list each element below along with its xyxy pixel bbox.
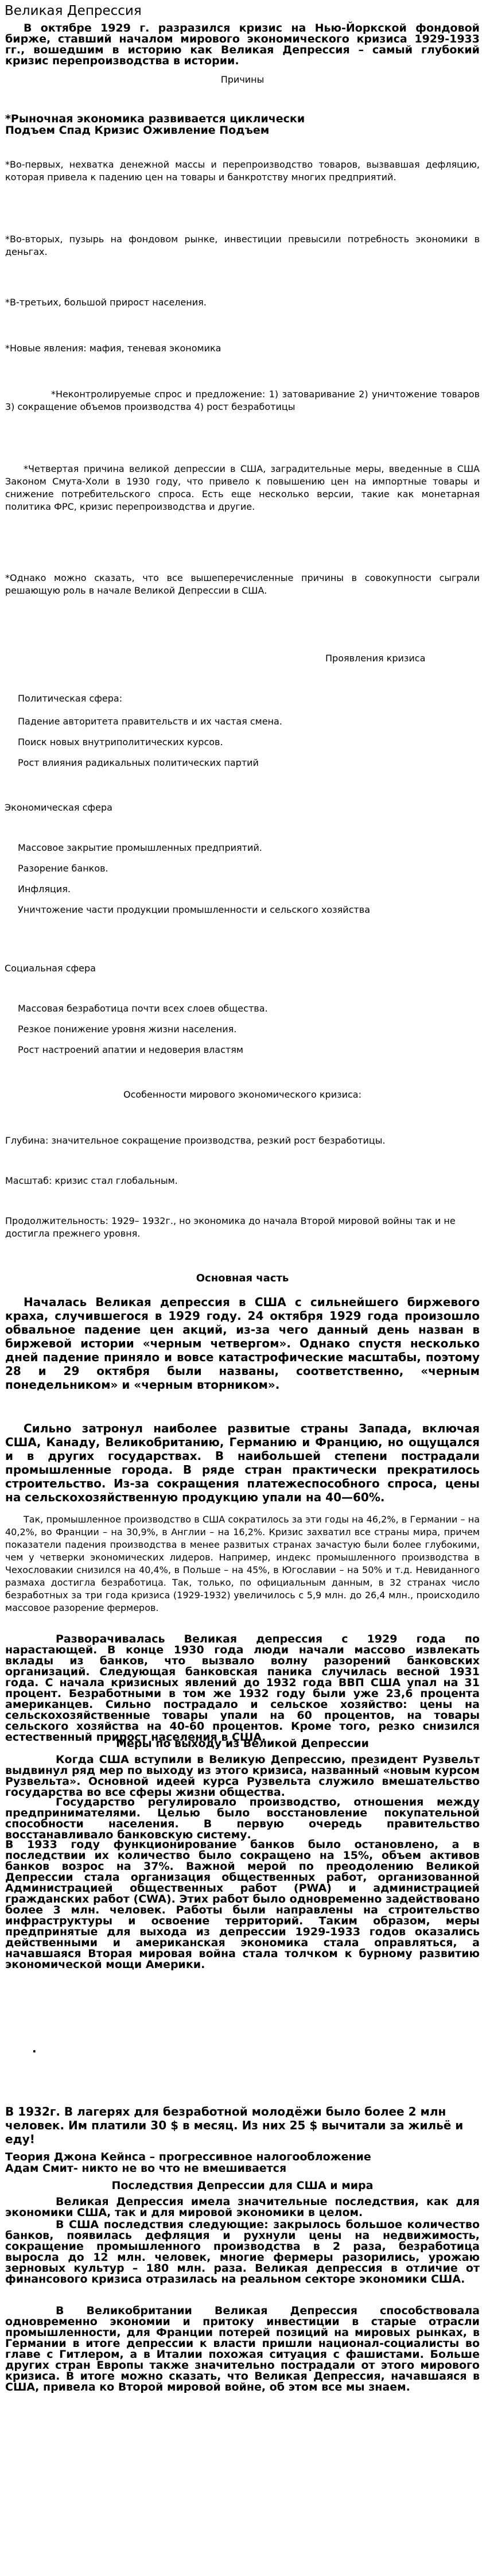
feature-scale: Масштаб: кризис стал глобальным. (5, 1175, 178, 1186)
main-paragraph-1: Началась Великая депрессия в США с сильнейшего биржевого краха, случившегося в 1929 году. 24 октября 1929 года произошло обвальное падение цен акций, из-за чего данный день назван в биржевой истории «черным четвергом». Однако спустя несколько дней падение приняло и вовсе катастрофические масштабы, поэтому 28 и 29 октября были названы, соответственно, «черным понедельником» и «черным вторником». (5, 1295, 480, 1392)
list-item: Падение авторитета правительств и их частая смена. (18, 716, 282, 727)
list-item: Разорение банков. (18, 863, 108, 874)
list-item: Массовое закрытие промышленных предприятий. (18, 842, 262, 853)
smith-theory: Адам Смит- никто не во что не вмешивается (5, 2162, 287, 2175)
social-heading: Социальная сфера (5, 963, 96, 974)
measures-paragraph-2: Государство регулировало производство, отношения между предпринимателями. Целью было восстановление покупательной способности населения. В первую очередь правительство восстанавливало банковскую систему. (5, 1796, 480, 1841)
measures-paragraph-1: Когда США вступили в Великую Депрессию, президент Рузвельт выдвинул ряд мер по выходу из этого кризиса, названный «новым курсом Рузвельта». Основной идеей курса Рузвельта служило вмешательство государства во все сферы жизни общества. (5, 1753, 480, 1799)
list-item: Уничтожение части продукции промышленности и сельского хозяйства (18, 904, 371, 915)
consequences-paragraph-1: Великая Депрессия имела значительные последствия, как для экономики США, так и для мировой экономики в целом. (5, 2195, 480, 2219)
consequences-heading: Последствия Депрессии для США и мира (111, 2179, 374, 2192)
consequences-paragraph-2: В США последствия следующие: закрылось большое количество банков, появилась дефляция и рухнули цены на недвижимость, сокращение промышленного производства в 2 раза, безработица выросла до 12 млн. человек, многие фермеры разорились, урожаю зерновых культур – 180 млн. раза. Великая депрессия в отличие от финансового кризиса отразилась на реальном секторе экономики США. (5, 2218, 480, 2286)
causes-heading: Причины (220, 74, 265, 85)
feature-depth: Глубина: значительное сокращение производства, резкий рост безработицы. (5, 1135, 386, 1146)
measures-heading: Меры по выходу из Великой Депрессии (116, 1737, 369, 1750)
cause-new-phenomena: *Новые явления: мафия, теневая экономика (5, 343, 221, 354)
features-heading: Особенности мирового экономического кризиса: (123, 1089, 361, 1100)
measures-paragraph-3: В 1933 году функционирование банков было остановлено, а в последствии их количество было сокращено на 15%, объем активов банков возрос на 37%. Важной мерой по преодолению Великой Депрессии стала организация общественных работ, организованной Администрацией общественных работ (PWA) и администрацией гражданских работ (CWA). Этих работ было одновременно задействовано более 3 млн. человек. Работы были направлены на строительство инфраструктуры и освоение территорий. Таким образом, меры предпринятые для выхода из депрессии 1929-1933 годов оказались действенными и американская экономика стала оправляться, а начавшаяся Вторая мировая война стала толчком к бурному развитию экономической мощи Америки. (5, 1838, 480, 1971)
main-paragraph-2: Сильно затронул наиболее развитые страны Запада, включая США, Канаду, Великобританию, Германию и Францию, но ощущался и в других государствах. В наибольшей степени пострадали промышленные города. В ряде стран практически прекратилось строительство. Из-за сокращения платежеспособного спроса, цены на сельскохозяйственную продукцию упали на 40—60%. (5, 1421, 480, 1504)
economic-heading: Экономическая сфера (5, 802, 112, 813)
cause-first: *Во-первых, нехватка денежной массы и перепроизводство товаров, вызвавшая дефляцию, которая привела к падению цен на товары и банкротству многих предприятий. (5, 159, 480, 183)
keynes-theory: Теория Джона Кейнса – прогрессивное налогообложение (5, 2151, 371, 2163)
cause-supply-demand: *Неконтролируемые спрос и предложение: 1) затоваривание 2) уничтожение товаров 3) сокращение объемов производства 4) рост безработицы (5, 389, 480, 412)
main-paragraph-3: Так, промышленное производство в США сократилось за эти годы на 46,2%, в Германии – на 40,2%, во Франции – на 30,9%, в Англии – на 16,2%. Кризис захватил все страны мира, причем показатели падения производства в менее развитых странах зачастую были более глубокими, чем у четверки экономических лидеров. Например, индекс промышленного производства в Чехословакии снизился на 40,4%, в Польше – на 45%, в Югославии – на 50% и т.д. Невиданного размаха достигла безработица. Так, только, по официальным данным, в 32 странах число безработных за три года кризиса (1929-1932) увеличилось с 5,9 млн. до 26,4 млн., происходило массовое разорение фермеров. (5, 1514, 480, 1613)
economic-list (18, 842, 471, 924)
manifestations-heading: Проявления кризиса (325, 653, 426, 664)
political-list (18, 715, 471, 777)
market-cycle-phases: Подъем Спад Кризис Оживление Подъем (5, 124, 270, 137)
intro-paragraph: В октябре 1929 г. разразился кризис на Нью-Йоркской фондовой бирже, ставший началом мирового экономического кризиса 1929-1933 гг., вошедшим в историю как Великая Депрессия – самый глубокий кризис перепроизводства в истории. (5, 22, 480, 67)
feature-duration: Продолжительность: 1929– 1932г., но экономика до начала Второй мировой войны так и не достигла прежнего уровня. (5, 1215, 456, 1239)
list-item: Поиск новых внутриполитических курсов. (18, 737, 223, 747)
stray-dot: . (32, 2042, 37, 2055)
main-paragraph-4: Разворачивалась Великая депрессия с 1929 года по нарастающей. В конце 1930 года люди начали массово извлекать вклады из банков, что вызвало волну разорений банковских организаций. Следующая банковская паника случилась весной 1931 года. С начала кризисных явлений до 1932 года ВВП США упал на 31 процент. Безработными в том же 1932 году были уже 23,6 процента американцев. Сильно пострадало и сельское хозяйство: цены на сельскохозяйственные товары упали на 60 процентов, на товары сельского хозяйства на 40-60 процентов. Кроме того, резко снизился естественный прирост населения в США. (5, 1633, 480, 1744)
main-heading: Основная часть (196, 1272, 289, 1284)
cause-conclusion: *Однако можно сказать, что все вышеперечисленные причины в совокупности сыграли решающую роль в начале Великой Депрессии в США. (5, 572, 480, 596)
cause-second: *Во-вторых, пузырь на фондовом рынке, инвестиции превысили потребность экономики в деньгах. (5, 234, 480, 257)
document-title: Великая Депрессия (5, 3, 142, 18)
cause-third: *В-третьих, большой прирост населения. (5, 297, 207, 308)
list-item: Массовая безработица почти всех слоев общества. (18, 1003, 268, 1014)
social-list (18, 1002, 471, 1064)
list-item: Инфляция. (18, 884, 71, 894)
list-item: Рост настроений апатии и недоверия властям (18, 1044, 243, 1055)
consequences-paragraph-3: В Великобритании Великая Депрессия способствовала одновременно экономии и притоку инвестиции в старые отрасли промышленности, для Франции потерей позиций на мировых рынках, в Германии в итоге депрессии к власти пришли национал-социалисты во главе с Гитлером, а в Италии похожая ситуация с фашистами. Больше других стран Европы также значительно пострадали от этого мирового кризиса. В итоге можно сказать, что Великая Депрессия, начавшаяся в США, привела ко Второй мировой войне, об этом все мы знаем. (5, 2304, 480, 2393)
cause-fourth: *Четвертая причина великой депрессии в США, заградительные меры, введенные в США Законом Смута-Холи в 1930 году, что привело к повышению цен на импортные товары и снижение потребительского спроса. Есть еще несколько версии, такие как монетарная политика ФРС, кризис перепроизводства и другие. (5, 463, 480, 512)
political-heading: Политическая сфера: (18, 693, 123, 704)
list-item: Резкое понижение уровня жизни населения. (18, 1024, 237, 1035)
list-item: Рост влияния радикальных политических партий (18, 757, 259, 768)
market-cycle-line: *Рыночная экономика развивается циклически (5, 113, 305, 125)
camps-paragraph: В 1932г. В лагерях для безработной молодёжи было более 2 млн человек. Им платили 30 $ в месяц. Из них 25 $ вычитали за жильё и еду! (5, 2105, 464, 2146)
